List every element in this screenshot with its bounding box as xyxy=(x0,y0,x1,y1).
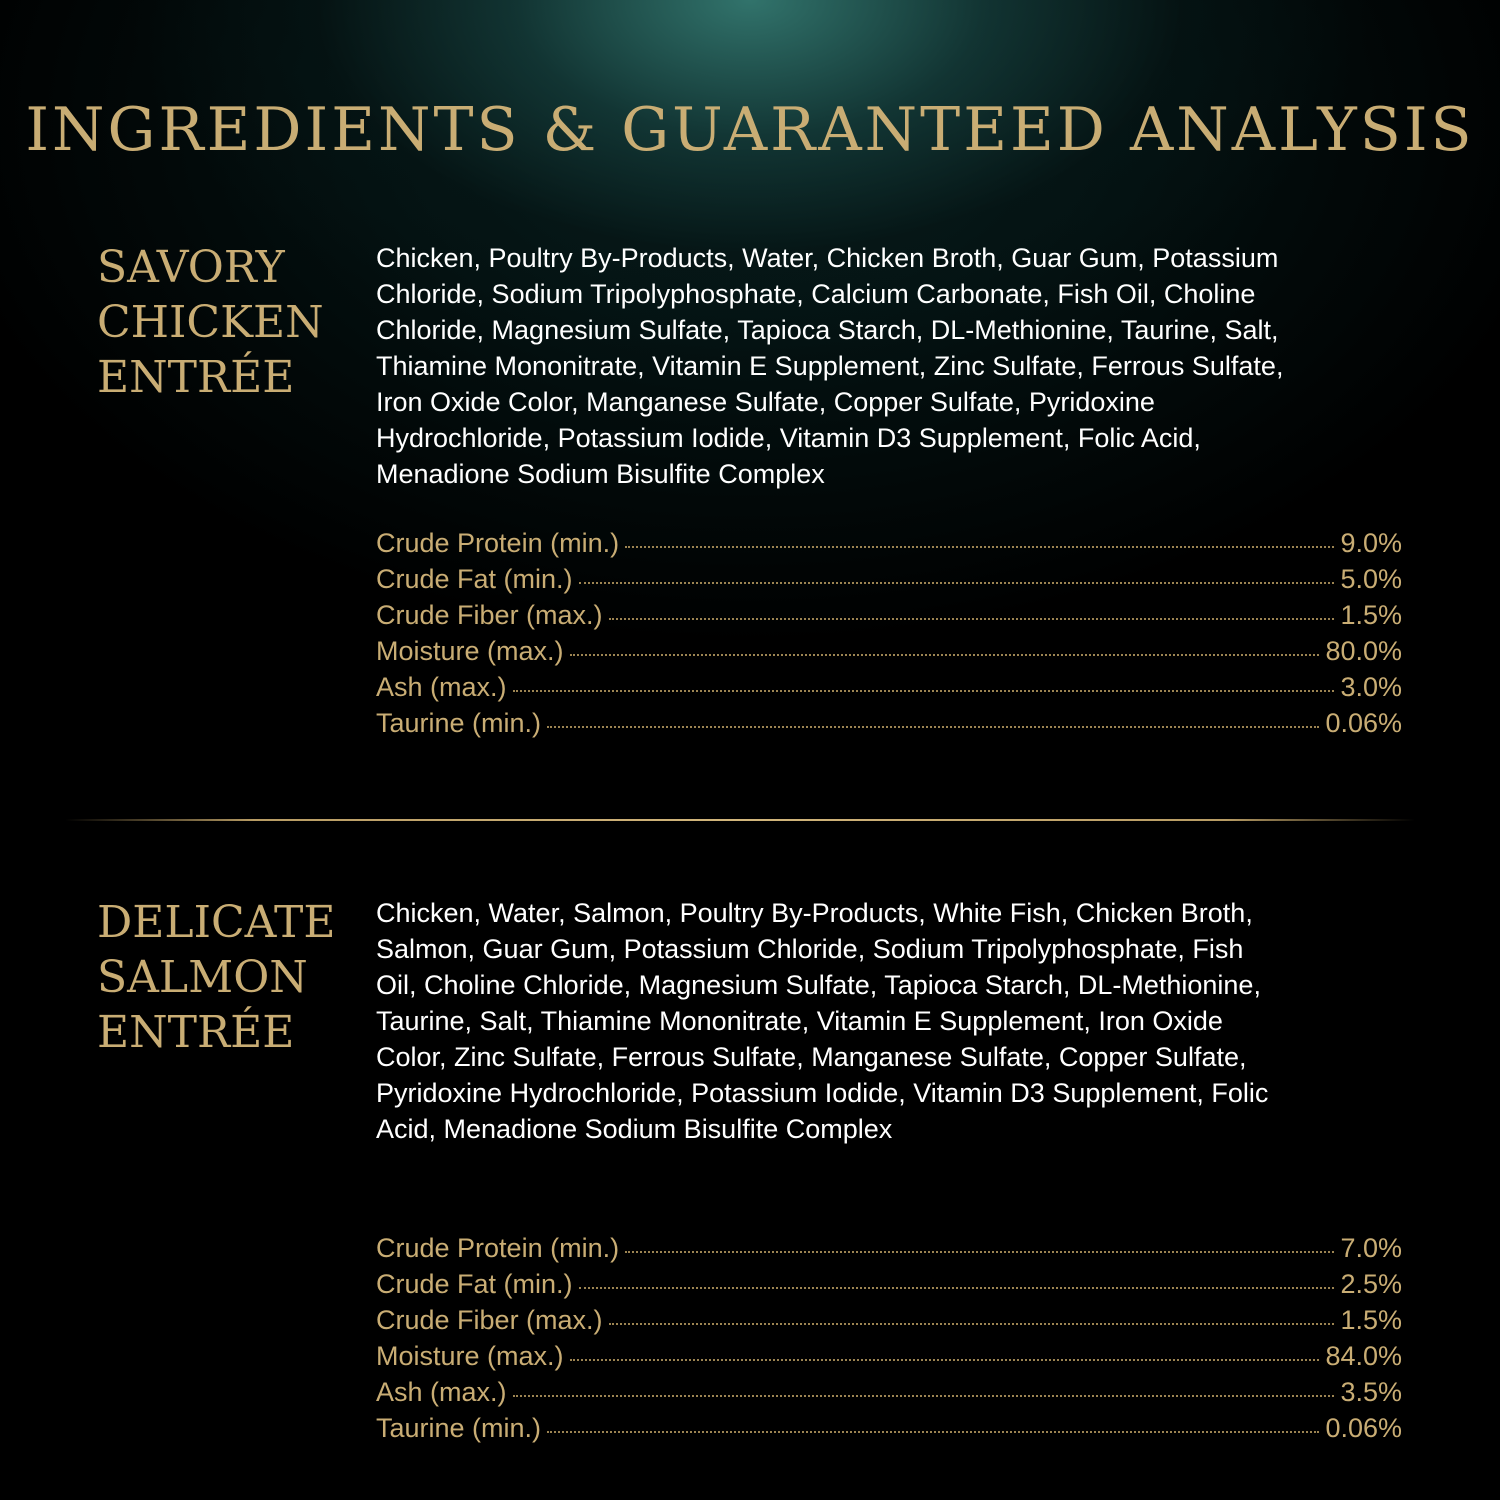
product-name-line: ENTRÉE xyxy=(97,352,295,403)
analysis-value: 7.0% xyxy=(1340,1233,1402,1263)
analysis-value: 5.0% xyxy=(1340,564,1402,594)
product-name xyxy=(97,895,347,1060)
product-name xyxy=(97,240,347,405)
dot-leader xyxy=(547,1409,1319,1433)
ingredients-line: Chloride, Sodium Tripolyphosphate, Calcium Carbonate, Fish Oil, Choline xyxy=(376,279,1256,309)
ingredients-line: Iron Oxide Color, Manganese Sulfate, Copper Sulfate, Pyridoxine xyxy=(376,387,1155,417)
ingredients-line: Menadione Sodium Bisulfite Complex xyxy=(376,459,825,489)
analysis-value: 84.0% xyxy=(1325,1341,1402,1371)
analysis-label: Taurine (min.) xyxy=(376,1413,542,1443)
ingredients-line: Chicken, Poultry By-Products, Water, Chicken Broth, Guar Gum, Potassium xyxy=(376,243,1279,273)
analysis-label: Crude Fat (min.) xyxy=(376,1269,573,1299)
ingredients-list xyxy=(376,240,1416,492)
analysis-row xyxy=(376,561,1402,597)
analysis-value: 1.5% xyxy=(1340,600,1402,630)
ingredients-line: Color, Zinc Sulfate, Ferrous Sulfate, Manganese Sulfate, Copper Sulfate, xyxy=(376,1042,1247,1072)
analysis-label: Moisture (max.) xyxy=(376,1341,564,1371)
analysis-label: Crude Protein (min.) xyxy=(376,528,620,558)
ingredients-line: Chloride, Magnesium Sulfate, Tapioca Starch, DL-Methionine, Taurine, Salt, xyxy=(376,315,1279,345)
dot-leader xyxy=(513,1373,1335,1397)
analysis-value: 2.5% xyxy=(1340,1269,1402,1299)
product-name-line: DELICATE xyxy=(97,897,336,948)
analysis-value: 80.0% xyxy=(1325,636,1402,666)
analysis-row xyxy=(376,1410,1402,1446)
analysis-value: 3.0% xyxy=(1340,672,1402,702)
guaranteed-analysis-list xyxy=(376,525,1402,741)
dot-leader xyxy=(570,632,1320,656)
ingredients-line: Thiamine Mononitrate, Vitamin E Supplement, Zinc Sulfate, Ferrous Sulfate, xyxy=(376,351,1284,381)
analysis-row xyxy=(376,705,1402,741)
product-name-line: CHICKEN xyxy=(97,297,324,348)
analysis-row xyxy=(376,525,1402,561)
ingredients-line: Chicken, Water, Salmon, Poultry By-Products, White Fish, Chicken Broth, xyxy=(376,898,1253,928)
analysis-value: 9.0% xyxy=(1340,528,1402,558)
analysis-row xyxy=(376,1338,1402,1374)
ingredients-line: Acid, Menadione Sodium Bisulfite Complex xyxy=(376,1114,893,1144)
analysis-value: 0.06% xyxy=(1325,708,1402,738)
ingredients-list xyxy=(376,895,1416,1147)
product-name-line: SAVORY xyxy=(97,242,285,293)
product-name-line: ENTRÉE xyxy=(97,1007,295,1058)
dot-leader xyxy=(513,668,1335,692)
product-name-line: SALMON xyxy=(97,952,308,1003)
analysis-row xyxy=(376,669,1402,705)
analysis-row xyxy=(376,1302,1402,1338)
analysis-label: Taurine (min.) xyxy=(376,708,542,738)
dot-leader xyxy=(609,596,1335,620)
dot-leader xyxy=(570,1337,1320,1361)
analysis-row xyxy=(376,1374,1402,1410)
ingredients-line: Salmon, Guar Gum, Potassium Chloride, Sodium Tripolyphosphate, Fish xyxy=(376,934,1244,964)
analysis-value: 3.5% xyxy=(1340,1377,1402,1407)
dot-leader xyxy=(547,704,1319,728)
ingredients-line: Hydrochloride, Potassium Iodide, Vitamin D3 Supplement, Folic Acid, xyxy=(376,423,1201,453)
dot-leader xyxy=(579,1265,1335,1289)
analysis-label: Crude Fat (min.) xyxy=(376,564,573,594)
page-title: INGREDIENTS & GUARANTEED ANALYSIS xyxy=(25,95,1475,165)
guaranteed-analysis-list xyxy=(376,1230,1402,1446)
analysis-label: Ash (max.) xyxy=(376,672,507,702)
analysis-row xyxy=(376,597,1402,633)
analysis-value: 0.06% xyxy=(1325,1413,1402,1443)
dot-leader xyxy=(625,524,1334,548)
analysis-value: 1.5% xyxy=(1340,1305,1402,1335)
analysis-label: Ash (max.) xyxy=(376,1377,507,1407)
dot-leader xyxy=(579,560,1335,584)
ingredients-line: Taurine, Salt, Thiamine Mononitrate, Vitamin E Supplement, Iron Oxide xyxy=(376,1006,1223,1036)
analysis-row xyxy=(376,1230,1402,1266)
dot-leader xyxy=(625,1229,1334,1253)
analysis-row xyxy=(376,1266,1402,1302)
ingredients-line: Pyridoxine Hydrochloride, Potassium Iodide, Vitamin D3 Supplement, Folic xyxy=(376,1078,1269,1108)
analysis-label: Crude Fiber (max.) xyxy=(376,600,603,630)
analysis-row xyxy=(376,633,1402,669)
analysis-label: Crude Fiber (max.) xyxy=(376,1305,603,1335)
analysis-label: Moisture (max.) xyxy=(376,636,564,666)
section-divider xyxy=(65,819,1415,821)
ingredients-line: Oil, Choline Chloride, Magnesium Sulfate, Tapioca Starch, DL-Methionine, xyxy=(376,970,1261,1000)
dot-leader xyxy=(609,1301,1335,1325)
analysis-label: Crude Protein (min.) xyxy=(376,1233,620,1263)
